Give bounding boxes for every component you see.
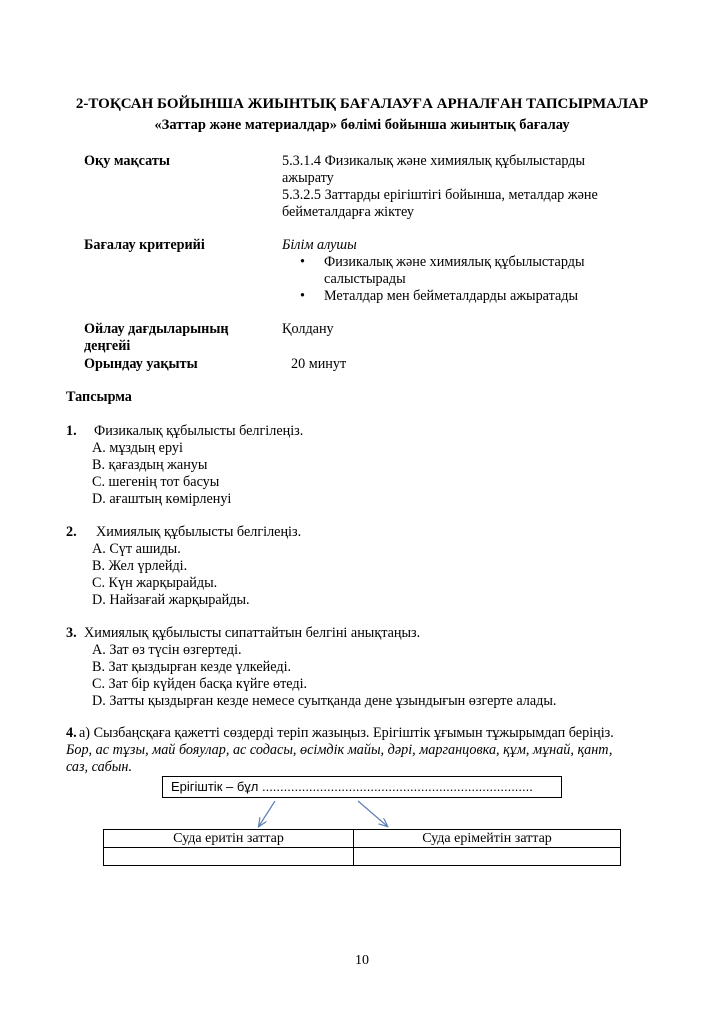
question-text: Химиялық құбылысты белгілеңіз. bbox=[96, 524, 302, 540]
answer-option: B. қағаздың жануы bbox=[92, 457, 208, 473]
thinking-label: деңгейі bbox=[84, 338, 131, 354]
soluble-answer-cell[interactable] bbox=[104, 848, 354, 866]
page-subtitle: «Заттар және материалдар» бөлімі бойынша жиынтық бағалау bbox=[154, 117, 570, 133]
objective-line: ажырату bbox=[282, 170, 334, 186]
question-number: 3. bbox=[66, 625, 77, 641]
arrow-left-icon bbox=[259, 801, 275, 826]
definition-prompt: Ерігіштік – бұл ........................................................................... bbox=[171, 779, 533, 794]
answer-option: D. ағаштың көмірленуі bbox=[92, 491, 232, 507]
page-number: 10 bbox=[355, 953, 369, 968]
answer-option: C. Зат бір күйден басқа күйге өтеді. bbox=[92, 676, 308, 692]
arrow-right-icon bbox=[358, 801, 387, 826]
question-text: Физикалық құбылысты белгілеңіз. bbox=[94, 423, 304, 439]
question-text: а) Сызбаңсқаға қажетті сөздерді теріп жазыңыз. Ерігіштік ұғымын тұжырымдап беріңіз. bbox=[79, 725, 614, 741]
page-title: 2-ТОҚСАН БОЙЫНША ЖИЫНТЫҚ БАҒАЛАУҒА АРНАЛҒАН ТАПСЫРМАЛАР bbox=[75, 96, 649, 112]
table-row bbox=[104, 830, 621, 848]
answer-option: B. Зат қыздырған кезде үлкейеді. bbox=[92, 659, 292, 675]
question-number: 1. bbox=[66, 423, 77, 439]
thinking-label: Ойлау дағдыларының bbox=[84, 321, 229, 337]
answer-option: A. мұздың еруі bbox=[92, 440, 183, 456]
word-list: Бор, ас тұзы, май бояулар, ас содасы, өсімдік майы, дәрі, марганцовка, құм, мұнай, қант, bbox=[66, 742, 613, 758]
question-number: 4. bbox=[66, 725, 77, 741]
criteria-bullet: Физикалық және химиялық құбылыстарды bbox=[324, 254, 585, 270]
criteria-bullet: салыстырады bbox=[324, 271, 406, 287]
time-label: Орындау уақыты bbox=[84, 356, 198, 372]
criteria-label: Бағалау критерийі bbox=[84, 237, 205, 253]
objective-label: Оқу мақсаты bbox=[84, 153, 170, 169]
classification-table bbox=[103, 829, 621, 866]
answer-option: C. Күн жарқырайды. bbox=[92, 575, 218, 591]
task-heading: Тапсырма bbox=[66, 389, 132, 405]
objective-line: 5.3.2.5 Заттарды ерігіштігі бойынша, металдар және bbox=[282, 187, 598, 203]
answer-option: A. Зат өз түсін өзгертеді. bbox=[92, 642, 242, 658]
time-value: 20 минут bbox=[291, 356, 347, 372]
bullet-icon: • bbox=[300, 254, 305, 270]
question-text: Химиялық құбылысты сипаттайтын белгіні анықтаңыз. bbox=[84, 625, 421, 641]
insoluble-answer-cell[interactable] bbox=[354, 848, 621, 866]
header-insoluble: Суда ерімейтін заттар bbox=[354, 830, 621, 848]
word-list: саз, сабын. bbox=[66, 759, 133, 775]
answer-option: A. Сүт ашиды. bbox=[92, 541, 181, 557]
answer-option: C. шегенің тот басуы bbox=[92, 474, 220, 490]
thinking-value: Қолдану bbox=[282, 321, 334, 337]
criteria-intro: Білім алушы bbox=[282, 237, 357, 253]
table-row bbox=[104, 848, 621, 866]
answer-option: D. Затты қыздырған кезде немесе суытқанда дене ұзындығын өзгерте алады. bbox=[92, 693, 557, 709]
answer-option: D. Найзағай жарқырайды. bbox=[92, 592, 250, 608]
header-soluble: Суда еритін заттар bbox=[104, 830, 354, 848]
question-number: 2. bbox=[66, 524, 77, 540]
objective-line: бейметалдарға жіктеу bbox=[282, 204, 415, 220]
criteria-bullet: Металдар мен бейметалдарды ажыратады bbox=[324, 288, 579, 304]
bullet-icon: • bbox=[300, 288, 305, 304]
answer-option: B. Жел үрлейді. bbox=[92, 558, 188, 574]
objective-line: 5.3.1.4 Физикалық және химиялық құбылыстарды bbox=[282, 153, 586, 169]
